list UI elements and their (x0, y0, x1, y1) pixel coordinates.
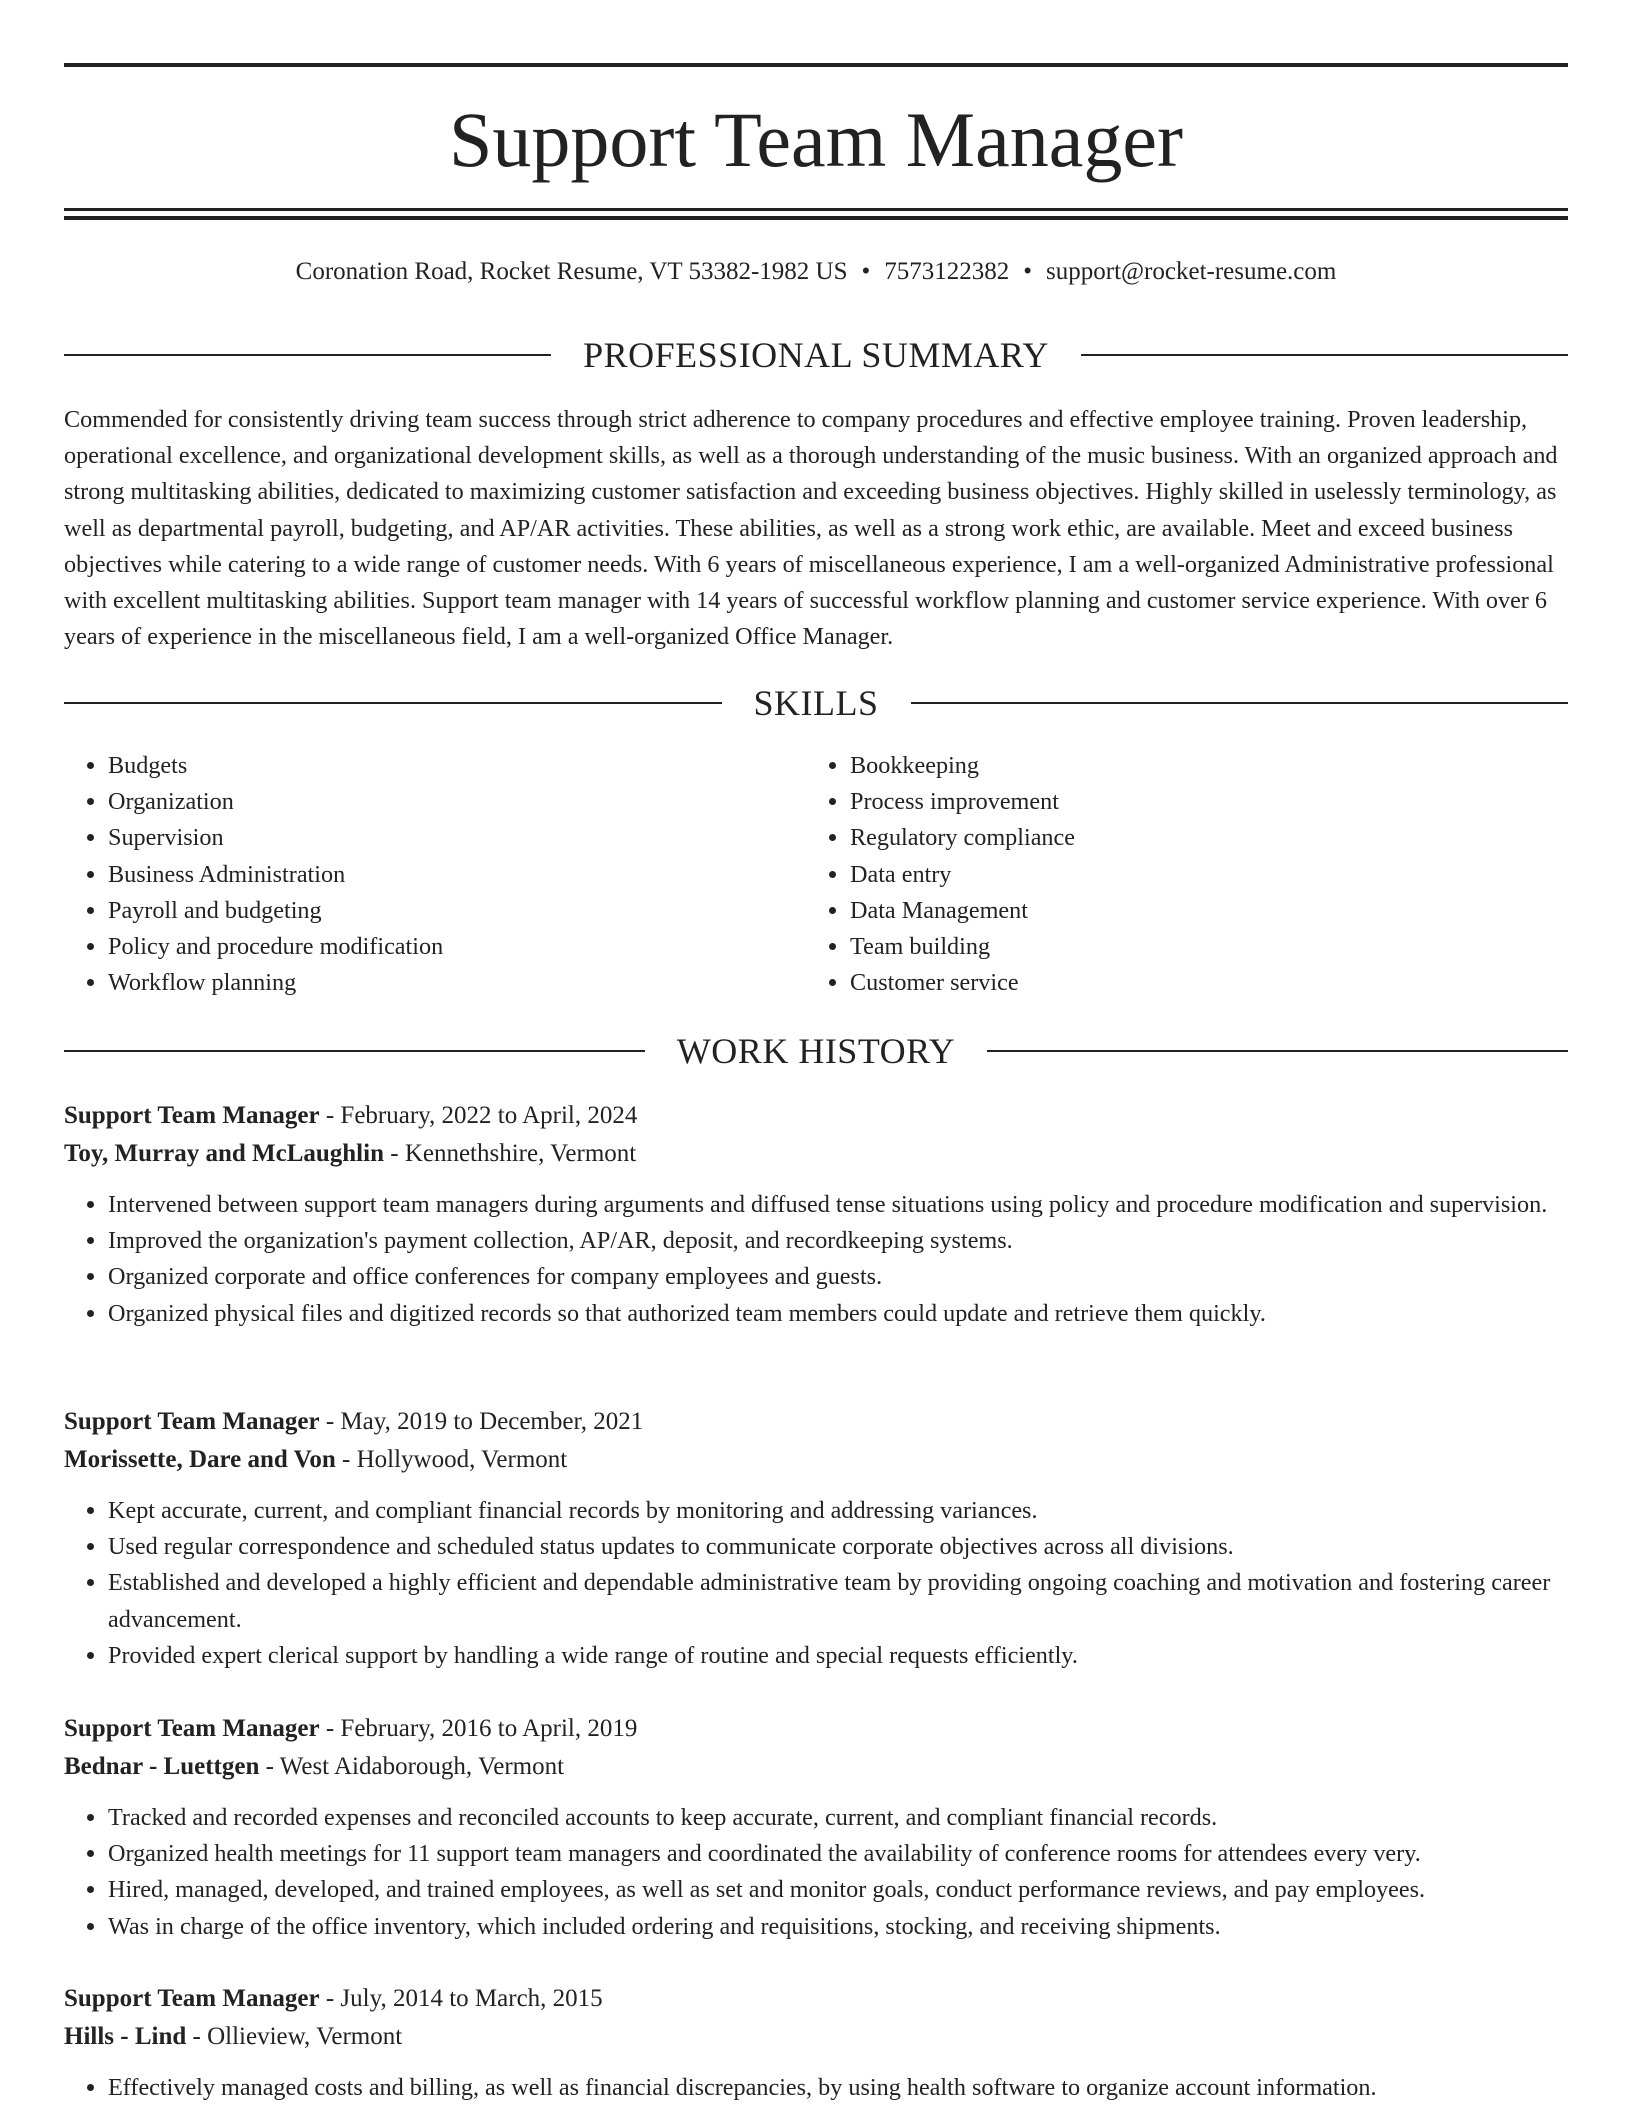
job-company: Hills - Lind (64, 2023, 187, 2050)
job-role-line: Support Team Manager - February, 2016 to April, 2019 (64, 1715, 638, 1742)
skill-item: • Organization (108, 784, 806, 820)
header-top-rule (64, 63, 1568, 67)
contact-phone: 7573122382 (884, 258, 1010, 285)
job-bullets (64, 2070, 1568, 2106)
skill-item: • Process improvement (850, 784, 1548, 820)
job-location: Kennethshire, Vermont (404, 1140, 637, 1167)
job-bullet: • Improved the organization's payment collection, AP/AR, deposit, and recordkeeping systems. (108, 1223, 1568, 1259)
job-bullet: • Kept accurate, current, and compliant financial records by monitoring and addressing variances. (108, 1493, 1568, 1529)
section-title: WORK HISTORY (676, 1031, 956, 1071)
job-location: Ollieview, Vermont (207, 2023, 403, 2050)
resume-title: Support Team Manager (449, 96, 1183, 183)
job-dates: July, 2014 to March, 2015 (340, 1985, 603, 2012)
skill-item: • Customer service (850, 965, 1548, 1001)
job-role: Support Team Manager (64, 1408, 320, 1435)
job-dates: February, 2016 to April, 2019 (340, 1715, 638, 1742)
skill-item: • Payroll and budgeting (108, 893, 806, 929)
heading-rule-left (64, 1050, 645, 1052)
header-double-rule-upper (64, 208, 1568, 211)
job-bullets (64, 1187, 1568, 1332)
job-bullet: • Intervened between support team managers during arguments and diffused tense situations using policy and procedure modification and supervision. (108, 1187, 1568, 1223)
header-double-rule-lower (64, 216, 1568, 220)
heading-rule-right (1081, 354, 1568, 356)
skill-item: • Workflow planning (108, 965, 806, 1001)
job-bullet: • Organized corporate and office conferences for company employees and guests. (108, 1259, 1568, 1295)
job-role-line: Support Team Manager - February, 2022 to April, 2024 (64, 1102, 638, 1129)
job-bullet: • Tracked and recorded expenses and reconciled accounts to keep accurate, current, and compliant financial records. (108, 1800, 1568, 1836)
skill-item: • Business Administration (108, 857, 806, 893)
job-company-line: Toy, Murray and McLaughlin - Kennethshire, Vermont (64, 1140, 637, 1167)
job-bullets (64, 1493, 1568, 1674)
job-company-line: Bednar - Luettgen - West Aidaborough, Vermont (64, 1753, 565, 1780)
section-title: PROFESSIONAL SUMMARY (583, 335, 1049, 375)
job-role: Support Team Manager (64, 1715, 320, 1742)
skill-item: • Team building (850, 929, 1548, 965)
job-company: Morissette, Dare and Von (64, 1446, 336, 1473)
skill-item: • Policy and procedure modification (108, 929, 806, 965)
job-entry (64, 1403, 1568, 1674)
heading-rule-left (64, 702, 722, 704)
skills-column-right (806, 748, 1548, 1001)
job-role: Support Team Manager (64, 1102, 320, 1129)
contact-address: Coronation Road, Rocket Resume, VT 53382-1982 US (295, 258, 848, 285)
skill-item: • Regulatory compliance (850, 820, 1548, 856)
job-bullet: • Organized health meetings for 11 support team managers and coordinated the availability of conference rooms for attendees every very. (108, 1836, 1568, 1872)
job-dates: May, 2019 to December, 2021 (340, 1408, 644, 1435)
section-heading-skills (64, 681, 1568, 725)
contact-line (64, 255, 1568, 289)
job-bullets (64, 1800, 1568, 1945)
job-role: Support Team Manager (64, 1985, 320, 2012)
job-location: West Aidaborough, Vermont (279, 1753, 565, 1780)
heading-rule-left (64, 354, 551, 356)
section-title: SKILLS (753, 683, 879, 723)
job-role-line: Support Team Manager - May, 2019 to December, 2021 (64, 1408, 644, 1435)
section-heading-work-history (64, 1029, 1568, 1073)
skills-list (64, 748, 1568, 1001)
job-entry (64, 1980, 1568, 2106)
job-bullet: • Effectively managed costs and billing, as well as financial discrepancies, by using health software to organize account information. (108, 2070, 1568, 2106)
job-location: Hollywood, Vermont (356, 1446, 568, 1473)
job-company: Bednar - Luettgen (64, 1753, 260, 1780)
skill-item: • Data Management (850, 893, 1548, 929)
skill-item: • Budgets (108, 748, 806, 784)
job-bullet: • Organized physical files and digitized records so that authorized team members could update and retrieve them quickly. (108, 1296, 1568, 1332)
job-bullet: • Established and developed a highly efficient and dependable administrative team by providing ongoing coaching and motivation and fostering career advancement. (108, 1565, 1568, 1637)
skills-column-left (64, 748, 806, 1001)
job-bullet: • Hired, managed, developed, and trained employees, as well as set and monitor goals, conduct performance reviews, and pay employees. (108, 1872, 1568, 1908)
job-company: Toy, Murray and McLaughlin (64, 1140, 384, 1167)
job-bullet: • Provided expert clerical support by handling a wide range of routine and special requests efficiently. (108, 1638, 1568, 1674)
skill-item: • Bookkeeping (850, 748, 1548, 784)
heading-rule-right (911, 702, 1569, 704)
skill-item: • Data entry (850, 857, 1548, 893)
contact-separator: • (861, 258, 871, 285)
job-company-line: Hills - Lind - Ollieview, Vermont (64, 2023, 403, 2050)
contact-email: support@rocket-resume.com (1046, 258, 1337, 285)
job-entry (64, 1710, 1568, 1945)
contact-separator: • (1023, 258, 1033, 285)
job-bullet: • Used regular correspondence and scheduled status updates to communicate corporate objectives across all divisions. (108, 1529, 1568, 1565)
job-company-line: Morissette, Dare and Von - Hollywood, Vermont (64, 1446, 568, 1473)
heading-rule-right (987, 1050, 1568, 1052)
job-entry (64, 1097, 1568, 1332)
job-dates: February, 2022 to April, 2024 (340, 1102, 638, 1129)
professional-summary-text: Commended for consistently driving team success through strict adherence to company procedures and effective employee training. Proven leadership, operational excellence, and organizational development skills, as well as a thorough understanding of the music business. With an organized approach and strong multitasking abilities, dedicated to maximizing customer satisfaction and exceeding business objectives. Highly skilled in uselessly terminology, as well as departmental payroll, budgeting, and AP/AR activities. These abilities, as well as a strong work ethic, are available. Meet and exceed business objectives while catering to a wide range of customer needs. With 6 years of miscellaneous experience, I am a well-organized Administrative professional with excellent multitasking abilities. Support team manager with 14 years of successful workflow planning and customer service experience. With over 6 years of experience in the miscellaneous field, I am a well-organized Office Manager. (64, 406, 1558, 651)
job-role-line: Support Team Manager - July, 2014 to March, 2015 (64, 1985, 603, 2012)
skill-item: • Supervision (108, 820, 806, 856)
section-heading-summary (64, 333, 1568, 377)
job-bullet: • Was in charge of the office inventory, which included ordering and requisitions, stocking, and receiving shipments. (108, 1909, 1568, 1945)
